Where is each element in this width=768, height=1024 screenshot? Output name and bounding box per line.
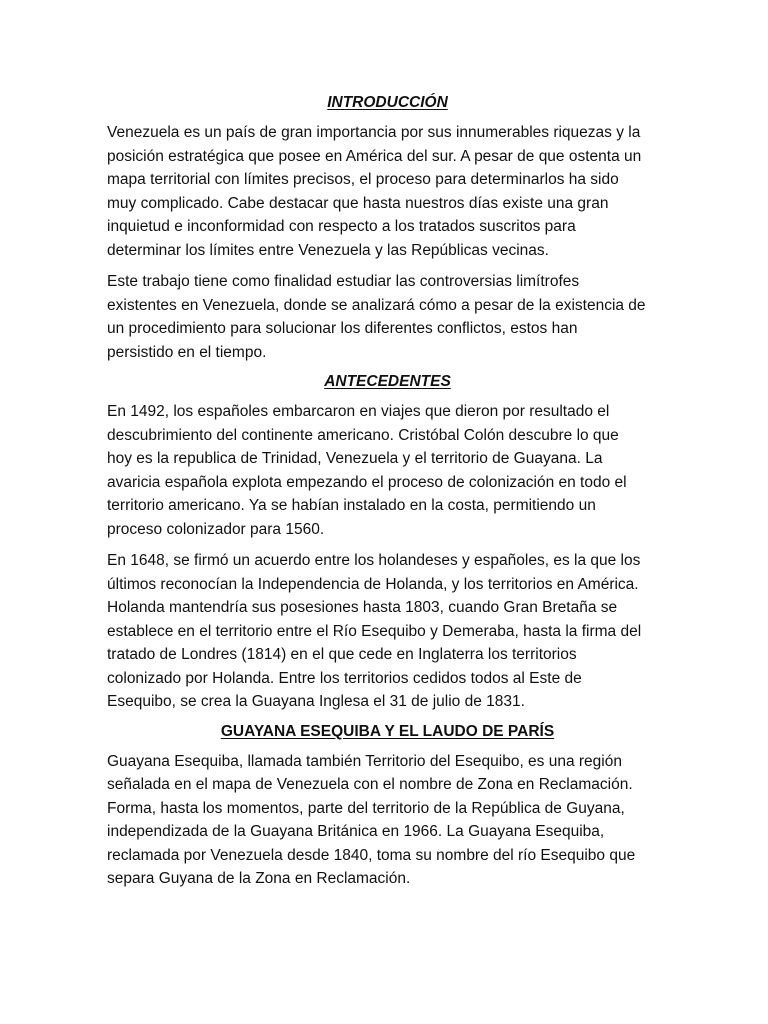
text-line: hoy es la republica de Trinidad, Venezuela y el territorio de Guayana. La — [107, 450, 603, 467]
text-line: posición estratégica que posee en América del sur. A pesar de que ostenta un — [107, 147, 642, 165]
text-line: En 1492, los españoles embarcaron en viajes que dieron por resultado el — [107, 403, 610, 420]
text-line: Venezuela es un país de gran importancia por sus innumerables riquezas y la — [107, 124, 641, 141]
text-line: mapa territorial con límites precisos, el proceso para determinarlos ha sido — [107, 171, 619, 188]
text-line: tratado de Londres (1814) en el que cede en Inglaterra los territorios — [107, 646, 577, 663]
text-line: colonizado por Holanda. Entre los territorios cedidos todos al Este de — [107, 669, 582, 687]
section-heading-guayana-esequiba: GUAYANA ESEQUIBA Y EL LAUDO DE PARÍS — [220, 722, 555, 740]
text-line: determinar los límites entre Venezuela y las Repúblicas vecinas. — [107, 241, 549, 259]
text-line: Guayana Esequiba, llamada también Territorio del Esequibo, es una región — [107, 752, 622, 770]
text-line: últimos reconocían la Independencia de Holanda, y los territorios en América. — [107, 575, 639, 593]
paragraph — [107, 270, 668, 364]
text-line: existentes en Venezuela, donde se analizará cómo a pesar de la existencia de — [107, 296, 646, 314]
paragraph — [107, 549, 668, 714]
text-line: proceso colonizador para 1560. — [107, 520, 325, 538]
text-line: descubrimiento del continente americano. Cristóbal Colón descubre lo que — [107, 426, 619, 444]
section-heading-antecedentes: ANTECEDENTES — [324, 373, 451, 390]
text-line: En 1648, se firmó un acuerdo entre los holandeses y españoles, es la que los — [107, 552, 641, 569]
text-line: señalada en el mapa de Venezuela con el nombre de Zona en Reclamación. — [107, 776, 633, 793]
paragraph — [107, 400, 668, 541]
text-line: un procedimiento para solucionar los diferentes conflictos, estos han — [107, 320, 578, 337]
text-line: persistido en el tiempo. — [107, 343, 267, 361]
text-line: Holanda mantendría sus posesiones hasta 1803, cuando Gran Bretaña se — [107, 599, 618, 616]
text-line: Forma, hasta los momentos, parte del territorio de la República de Guyana, — [107, 799, 625, 817]
text-line: independizada de la Guayana Británica en 1966. La Guayana Esequiba, — [107, 823, 605, 840]
text-line: inquietud e inconformidad con respecto a los tratados suscritos para — [107, 218, 576, 235]
text-line: reclamada por Venezuela desde 1840, toma su nombre del río Esequibo que — [107, 846, 636, 864]
text-line: establece en el territorio entre el Río Esequibo y Demeraba, hasta la firma del — [107, 622, 642, 640]
text-line: territorio americano. Ya se habían instalado en la costa, permitiendo un — [107, 497, 596, 514]
section-heading-introduccion: INTRODUCCIÓN — [327, 94, 448, 111]
paragraph — [107, 121, 668, 262]
text-line: Esequibo, se crea la Guayana Inglesa el 31 de julio de 1831. — [107, 693, 525, 710]
text-line: Este trabajo tiene como finalidad estudiar las controversias limítrofes — [107, 273, 580, 290]
paragraph — [107, 750, 668, 891]
text-line: separa Guyana de la Zona en Reclamación. — [107, 870, 411, 887]
text-line: avaricia española explota empezando el proceso de colonización en todo el — [107, 473, 627, 491]
text-line: muy complicado. Cabe destacar que hasta nuestros días existe una gran — [107, 194, 609, 212]
